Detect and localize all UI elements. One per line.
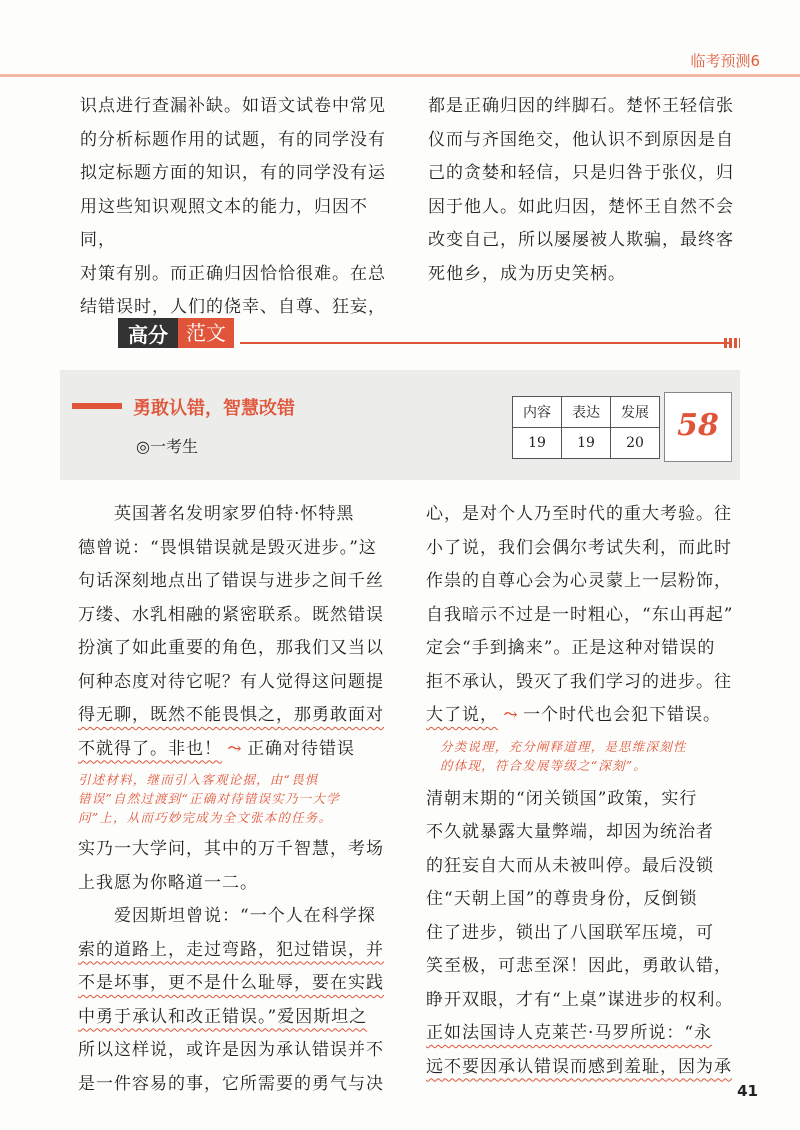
top-right-column	[428, 90, 748, 291]
text-line: 己的贪婪和轻信，只是归咎于张仪，归	[428, 163, 734, 183]
text-line: 仪而与齐国绝交，他认识不到原因是自	[428, 129, 734, 150]
text-line: 得无聊，既然不能畏惧之，那勇敢面对	[78, 705, 384, 725]
text-line: 定会“手到擒来”。正是这种对错误的	[426, 638, 716, 658]
text-line: 所以这样说，或许是因为承认错误并不	[78, 1040, 384, 1060]
text-line: 笑至极，可悲至深！因此，勇敢认错，	[426, 956, 732, 976]
text-line: 心，是对个人乃至时代的重大考验。往	[426, 504, 732, 524]
text-line: 万缕、水乳相融的紧密联系。既然错误	[78, 604, 384, 625]
text-line: 自我暗示不过是一时粗心，“东山再起”	[426, 604, 734, 625]
text-line: 上我愿为你略道一二。	[78, 872, 258, 893]
annotation-left	[78, 770, 400, 827]
essay-left-column	[78, 498, 400, 1101]
essay-right-column	[426, 498, 748, 1084]
text-line: 德曾说：“畏惧错误就是毁灭进步。”这	[78, 537, 377, 558]
section-title-dark: 高分	[118, 318, 178, 348]
text-line	[78, 733, 400, 767]
header-rule	[0, 74, 800, 77]
text-line: 的分析标题作用的试题，有的同学没有	[80, 129, 386, 150]
text-line: 何种态度对待它呢？有人觉得这问题提	[78, 671, 384, 692]
text-line: 都是正确归因的绊脚石。楚怀王轻信张	[428, 96, 734, 116]
text-line: 扮演了如此重要的角色，那我们又当以	[78, 638, 384, 658]
note-line: 引述材料，继而引入客观论据，由“畏惧	[78, 772, 319, 787]
text-line: 对策有别。而正确归因恰恰很难。在总	[80, 263, 386, 284]
arrow-icon: ⤳	[498, 705, 524, 725]
text-line: 索的道路上，走过弯路，犯过错误，并	[78, 939, 384, 960]
text-line: 用这些知识观照文本的能力，归因不同，	[80, 196, 368, 250]
section-rule	[240, 342, 730, 344]
text-line: 远不要因承认错误而感到羞耻，因为承	[426, 1056, 732, 1077]
section-title	[118, 318, 234, 348]
text-line: 住“天朝上国”的尊贵身份，反倒锁	[426, 889, 698, 909]
note-line: 分类说理，充分阐释道理，是思维深刻性	[440, 738, 687, 754]
text-line: 实乃一大学问，其中的万千智慧，考场	[78, 839, 384, 859]
score-value: 20	[611, 428, 660, 459]
note-line: 的体现，符合发展等级之“深刻”。	[440, 757, 647, 773]
text-line: 不久就暴露大量弊端，却因为统治者	[426, 822, 714, 842]
text-line	[426, 699, 748, 733]
annotation-right	[440, 737, 748, 775]
text-line: 识点进行查漏补缺。如语文试卷中常见	[80, 96, 386, 116]
text-segment: 正确对待错误	[247, 738, 356, 759]
score-value-row	[513, 428, 660, 459]
text-line: 英国著名发明家罗伯特·怀特黑	[114, 504, 355, 524]
score-header-row	[513, 397, 660, 428]
note-line: 错误”自然过渡到“正确对待错误实乃一大学	[78, 791, 340, 806]
essay-author: ◎一考生	[136, 437, 198, 456]
score-header: 表达	[562, 397, 611, 428]
text-line: 中勇于承认和改正错误。”爱因斯坦之	[78, 1006, 368, 1027]
chapter-tag: 临考预测6	[690, 52, 760, 70]
text-segment: 大了说，	[426, 705, 498, 725]
text-line: 改变自己，所以屡屡被人欺骗，最终客	[428, 230, 734, 250]
text-line: 睁开双眼，才有“上桌”谋进步的权利。	[426, 989, 734, 1010]
text-line: 拒不承认，毁灭了我们学习的进步。往	[426, 671, 732, 692]
text-line: 正如法国诗人克莱芒·马罗所说：“永	[426, 1023, 713, 1043]
text-line: 清朝末期的“闭关锁国”政策，实行	[426, 788, 698, 809]
text-line: 不是坏事，更不是什么耻辱，要在实践	[78, 973, 384, 993]
text-line: 的狂妄自大而从未被叫停。最后没锁	[426, 855, 714, 876]
score-value: 19	[562, 428, 611, 459]
text-segment: 不就得了。非也！	[78, 738, 222, 759]
text-line: 小了说，我们会偶尔考试失利，而此时	[426, 537, 732, 558]
section-rule-dash	[724, 338, 740, 348]
text-line: 住了进步，锁出了八国联军压境，可	[426, 922, 714, 943]
text-segment: 一个时代也会犯下错误。	[523, 705, 722, 725]
top-left-column	[80, 90, 400, 325]
text-line: 是一件容易的事，它所需要的勇气与决	[78, 1073, 384, 1094]
score-header: 内容	[513, 397, 562, 428]
page-number: 41	[737, 1082, 758, 1100]
text-line: 爱因斯坦曾说：“一个人在科学探	[114, 906, 376, 926]
score-value: 19	[513, 428, 562, 459]
text-line: 拟定标题方面的知识，有的同学没有运	[80, 163, 386, 183]
essay-title-bar	[72, 403, 122, 409]
note-line: 问”上，从而巧妙完成为全文张本的任务。	[78, 810, 333, 825]
text-line: 死他乡，成为历史笑柄。	[428, 263, 626, 284]
total-score: 58	[664, 392, 732, 462]
text-line: 因于他人。如此归因，楚怀王自然不会	[428, 196, 734, 217]
text-line: 句话深刻地点出了错误与进步之间千丝	[78, 571, 384, 591]
text-line: 结错误时，人们的侥幸、自尊、狂妄，	[80, 297, 386, 317]
score-header: 发展	[611, 397, 660, 428]
section-title-red: 范文	[178, 318, 234, 348]
arrow-icon: ⤳	[222, 738, 248, 759]
text-line: 作祟的自尊心会为心灵蒙上一层粉饰，	[426, 571, 732, 591]
score-table	[512, 396, 660, 459]
essay-title: 勇敢认错，智慧改错	[133, 398, 295, 419]
